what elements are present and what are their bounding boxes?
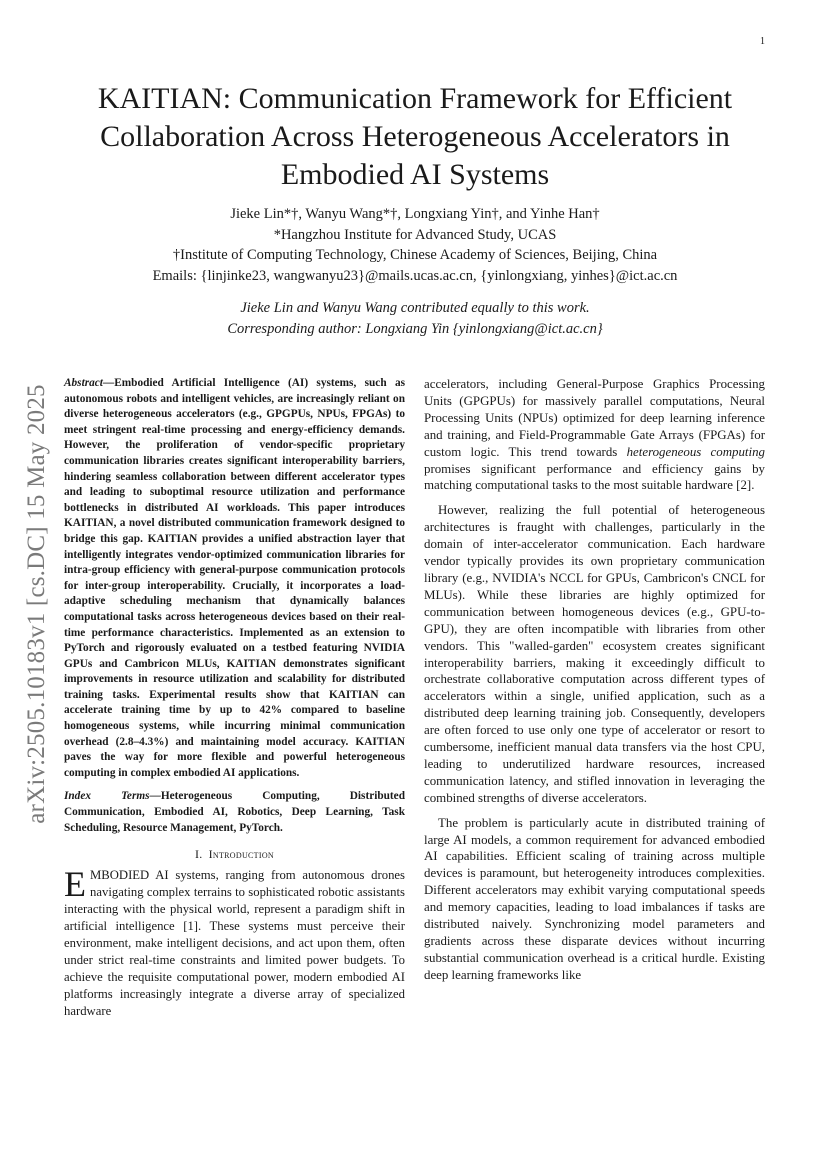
affiliation-ict: †Institute of Computing Technology, Chinese Academy of Sciences, Beijing, China — [172, 247, 658, 263]
index-terms-label: Index Terms — [64, 790, 150, 803]
section-number: I. — [195, 847, 203, 862]
abstract-label: Abstract — [64, 377, 103, 389]
affiliation-hangzhou: *Hangzhou Institute for Advanced Study, UCAS — [273, 226, 557, 243]
body-paragraph-1-text-b: promises significant performance and efficiency gains by matching computational tasks to the most suitable hardware [2]. — [424, 461, 765, 493]
author-names: Jieke Lin*†, Wanyu Wang*†, Longxiang Yin†, and Yinhe Han† — [230, 206, 600, 222]
author-block — [80, 204, 750, 339]
index-terms — [64, 789, 405, 836]
body-paragraph-2: However, realizing the full potential of heterogeneous architectures is fraught with challenges, particularly in the domain of inter-accelerator communication. Each hardware vendor typically provides its own proprietary communication library (e.g., NVIDIA's NCCL for GPUs, Cambricon's CNCL for MLUs). While these libraries are highly optimized for communication between homogeneous devices (e.g., GPU-to-GPU), they are often incompatible with libraries from other vendors. This "walled-garden" ecosystem creates significant interoperability barriers, making it exceedingly difficult to orchestrate collaborative computation across different types of accelerators within a single, unified application, such as a distributed deep learning training job. Consequently, developers are often forced to use only one type of accelerator or resort to cumbersome, inefficient manual data transfers via the host CPU, leading to underutilized hardware resources, increased communication latency, and stifled innovation in leveraging the combined strengths of diverse accelerators. — [424, 503, 765, 805]
section-title: Introduction — [208, 847, 274, 862]
section-heading-introduction — [64, 846, 405, 863]
paper-title: KAITIAN: Communication Framework for Efficient Collaboration Across Heterogeneous Accelerators in Embodied AI Systems — [97, 82, 733, 191]
right-column — [424, 376, 765, 984]
arxiv-identifier: arXiv:2505.10183v1 [cs.DC] 15 May 2025 — [23, 384, 50, 824]
body-paragraph-1-text-a: accelerators, including General-Purpose Graphics Processing Units (GPGPUs) for massively parallel computations, Neural Processing Units (NPUs) optimized for deep learning inference and training, and Field-Programmable Gate Arrays (FPGAs) for custom logic. This trend towards — [424, 377, 765, 459]
equal-contribution-note: Jieke Lin and Wanyu Wang contributed equally to this work. — [240, 300, 590, 316]
body-paragraph-1 — [424, 376, 765, 494]
left-column — [64, 376, 405, 1020]
page-number: 1 — [760, 36, 765, 47]
abstract — [64, 376, 405, 781]
intro-paragraph — [64, 864, 405, 1020]
intro-paragraph-text: MBODIED AI systems, ranging from autonomous drones navigating complex terrains to sophisticated robotic assistants interacting with the physical world, represent a paradigm shift in artificial intelligence [1]. These systems must perceive their environment, make intelligent decisions, and act upon them, often under strict real-time constraints and limited power budgets. To achieve the requisite computational power, modern embodied AI platforms increasingly integrate a diverse array of specialized hardware — [64, 868, 405, 1019]
drop-cap: E — [64, 864, 86, 905]
corresponding-author-note: Corresponding author: Longxiang Yin {yinlongxiang@ict.ac.cn} — [227, 320, 603, 337]
index-terms-text: —Heterogeneous Computing, Distributed Communication, Embodied AI, Robotics, Deep Learning, Task Scheduling, Resource Management, PyTorch. — [64, 790, 405, 834]
abstract-text: —Embodied Artificial Intelligence (AI) systems, such as autonomous robots and intelligent vehicles, are increasingly reliant on diverse heterogeneous accelerators (e.g., GPGPUs, NPUs, FPGAs) to meet stringent real-time processing and energy-efficiency demands. However, the proliferation of vendor-specific proprietary communication libraries creates significant interoperability barriers, hindering seamless collaboration between different accelerator types and leading to suboptimal resource utilization and performance bottlenecks in distributed AI workloads. This paper introduces KAITIAN, a novel distributed communication framework designed to bridge this gap. KAITIAN provides a unified abstraction layer that intelligently integrates vendor-optimized communication libraries for intra-group efficiency with general-purpose communication protocols for inter-group interoperability. Crucially, it incorporates a load-adaptive scheduling mechanism that dynamically balances computational tasks across heterogeneous devices based on their real-time performance characteristics. Implemented as an extension to PyTorch and rigorously evaluated on a testbed featuring NVIDIA GPUs and Cambricon MLUs, KAITIAN demonstrates significant improvements in resource utilization and scalability for distributed training tasks. Experimental results show that KAITIAN can accelerate training time by up to 42% compared to baseline homogeneous systems, while incurring minimal communication overhead (2.8–4.3%) and maintaining model accuracy. KAITIAN paves the way for more flexible and powerful heterogeneous computing in complex embodied AI applications. — [64, 377, 405, 779]
heterogeneous-computing-term: heterogeneous computing — [626, 444, 765, 459]
author-emails: Emails: {linjinke23, wangwanyu23}@mails.ucas.ac.cn, {yinlongxiang, yinhes}@ict.ac.cn — [152, 267, 678, 284]
body-paragraph-3: The problem is particularly acute in distributed training of large AI models, a common requirement for advanced embodied AI capabilities. Efficient scaling of training across multiple devices is paramount, but heterogeneity introduces complexities. Different accelerators may exhibit varying computational speeds and memory capacities, leading to load imbalances if tasks are distributed naively. Synchronizing model parameters and gradients across these disparate devices without incurring substantial communication overhead is a critical hurdle. Existing deep learning frameworks like — [424, 815, 765, 982]
